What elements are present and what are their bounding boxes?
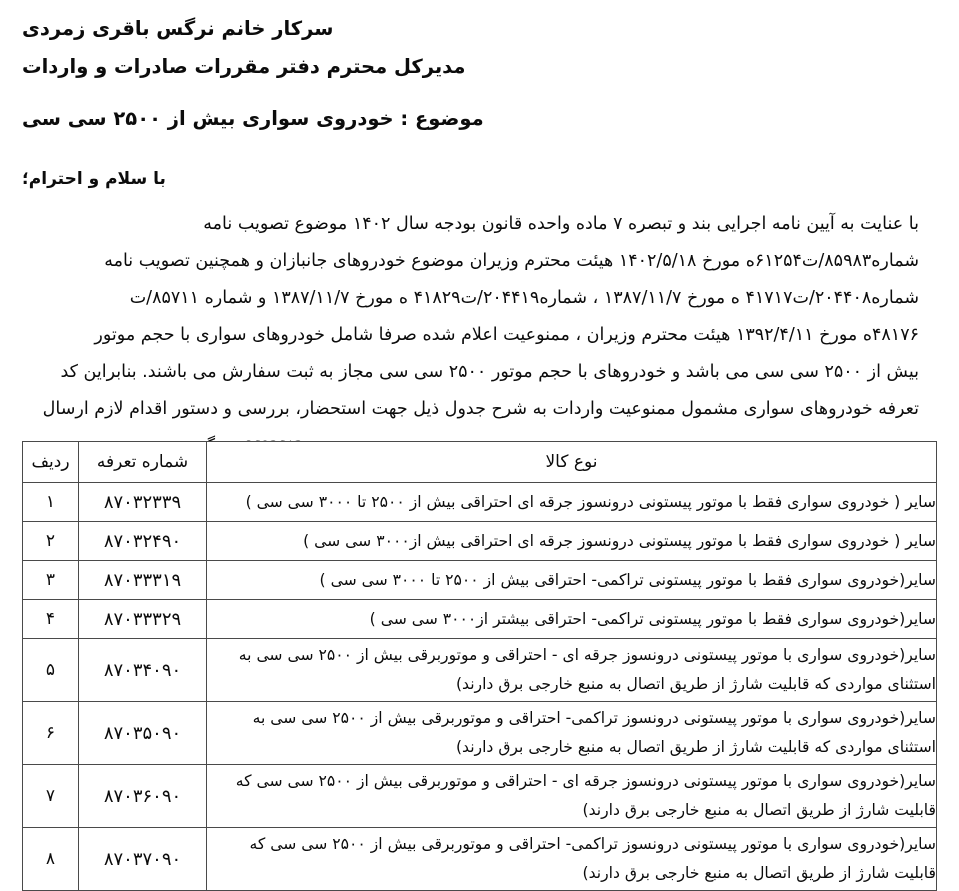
column-header-goods-type: نوع کالا <box>207 442 937 483</box>
body-line-1 <box>26 206 919 243</box>
letter-body <box>0 206 959 465</box>
table-row <box>23 639 937 702</box>
body-line-3-text: شماره۲۰۴۴۰۸/ت۴۱۷۱۷ ه مورخ ۱۳۸۷/۱۱/۷ ، شماره۲۰۴۴۱۹/ت۴۱۸۲۹ ه مورخ ۱۳۸۷/۱۱/۷ و شماره ۸۵۷۱۱/ت <box>129 288 919 308</box>
tariff-table-container <box>22 441 937 891</box>
cell-row-no: ۱ <box>23 483 79 522</box>
cell-row-no: ۳ <box>23 561 79 600</box>
body-line-2-text: شماره۸۵۹۸۳/ت۶۱۲۵۴ه مورخ ۱۴۰۲/۵/۱۸ هیئت محترم وزیران موضوع خودروهای جانبازان و همچنین تصویب نامه <box>104 251 919 271</box>
body-line-6 <box>26 391 919 428</box>
cell-row-no: ۵ <box>23 639 79 702</box>
recipient-name: سرکار خانم نرگس باقری زمردی <box>22 17 334 40</box>
cell-goods-type: سایر(خودروی سواری فقط با موتور پیستونی تراکمی- احتراقی بیش از ۲۵۰۰ تا ۳۰۰۰ سی سی ) <box>207 561 937 600</box>
letter-subject: موضوع : خودروی سواری بیش از ۲۵۰۰ سی سی <box>22 107 484 130</box>
body-line-1-text: با عنایت به آیین نامه اجرایی بند و تبصره ۷ ماده واحده قانون بودجه سال ۱۴۰۲ موضوع تصویب نامه <box>203 214 919 234</box>
table-row <box>23 600 937 639</box>
cell-tariff-code: ۸۷۰۳۲۳۳۹ <box>79 483 207 522</box>
cell-tariff-code: ۸۷۰۳۳۳۱۹ <box>79 561 207 600</box>
salutation-text: با سلام و احترام؛ <box>22 169 166 189</box>
recipient-title: مدیرکل محترم دفتر مقررات صادرات و واردات <box>22 55 466 78</box>
cell-tariff-code: ۸۷۰۳۵۰۹۰ <box>79 702 207 765</box>
table-row <box>23 702 937 765</box>
body-line-6-text: تعرفه خودروهای سواری مشمول ممنوعیت واردات به شرح جدول ذیل جهت استحضار، بررسی و دستور اقدام لازم ارسال <box>42 399 919 419</box>
cell-goods-type: سایر ( خودروی سواری فقط با موتور پیستونی درونسوز جرقه ای احتراقی بیش از ۲۵۰۰ تا ۳۰۰۰ سی سی ) <box>207 483 937 522</box>
cell-tariff-code: ۸۷۰۳۶۰۹۰ <box>79 765 207 828</box>
tariff-table-head <box>23 442 937 483</box>
cell-tariff-code: ۸۷۰۳۷۰۹۰ <box>79 828 207 891</box>
table-row <box>23 561 937 600</box>
cell-goods-type: سایر(خودروی سواری با موتور پیستونی درونسوز جرقه ای - احتراقی و موتوربرقی بیش از ۲۵۰۰ سی سی به استثنای مواردی که قابلیت شارژ از طریق اتصال به منبع خارجی برق دارند) <box>207 639 937 702</box>
cell-goods-type: سایر(خودروی سواری با موتور پیستونی درونسوز تراکمی- احتراقی و موتوربرقی بیش از ۲۵۰۰ سی سی که قابلیت شارژ از طریق اتصال به منبع خارجی برق دارند) <box>207 828 937 891</box>
table-row <box>23 483 937 522</box>
cell-goods-type: سایر(خودروی سواری با موتور پیستونی درونسوز جرقه ای - احتراقی و موتوربرقی بیش از ۲۵۰۰ سی سی که قابلیت شارژ از طریق اتصال به منبع خارجی برق دارند) <box>207 765 937 828</box>
letter-header <box>0 0 959 138</box>
tariff-table <box>22 441 937 891</box>
table-row <box>23 522 937 561</box>
cell-row-no: ۷ <box>23 765 79 828</box>
tariff-table-body <box>23 483 937 891</box>
cell-goods-type: سایر ( خودروی سواری فقط با موتور پیستونی درونسوز جرقه ای احتراقی بیش از۳۰۰۰ سی سی ) <box>207 522 937 561</box>
body-line-2 <box>26 243 919 280</box>
cell-row-no: ۶ <box>23 702 79 765</box>
body-line-3 <box>26 280 919 317</box>
cell-goods-type: سایر(خودروی سواری با موتور پیستونی درونسوز تراکمی- احتراقی و موتوربرقی بیش از ۲۵۰۰ سی سی به استثنای مواردی که قابلیت شارژ از طریق اتصال به منبع خارجی برق دارند) <box>207 702 937 765</box>
table-row <box>23 765 937 828</box>
cell-tariff-code: ۸۷۰۳۴۰۹۰ <box>79 639 207 702</box>
table-row <box>23 828 937 891</box>
body-line-5-text: بیش از ۲۵۰۰ سی سی می باشد و خودروهای با حجم موتور ۲۵۰۰ سی سی مجاز به ثبت سفارش می باشند. بنابراین کد <box>60 362 919 382</box>
cell-row-no: ۲ <box>23 522 79 561</box>
body-line-5 <box>26 354 919 391</box>
body-line-4-text: ۴۸۱۷۶ه مورخ ۱۳۹۲/۴/۱۱ هیئت محترم وزیران ، ممنوعیت اعلام شده صرفا شامل خودروهای سواری با حجم موتور <box>94 325 919 345</box>
cell-tariff-code: ۸۷۰۳۲۴۹۰ <box>79 522 207 561</box>
cell-row-no: ۸ <box>23 828 79 891</box>
cell-tariff-code: ۸۷۰۳۳۳۲۹ <box>79 600 207 639</box>
column-header-tariff-code: شماره تعرفه <box>79 442 207 483</box>
body-line-4 <box>26 317 919 354</box>
column-header-row-no: ردیف <box>23 442 79 483</box>
cell-row-no: ۴ <box>23 600 79 639</box>
table-header-row <box>23 442 937 483</box>
cell-goods-type: سایر(خودروی سواری فقط با موتور پیستونی تراکمی- احتراقی بیشتر از۳۰۰۰ سی سی ) <box>207 600 937 639</box>
